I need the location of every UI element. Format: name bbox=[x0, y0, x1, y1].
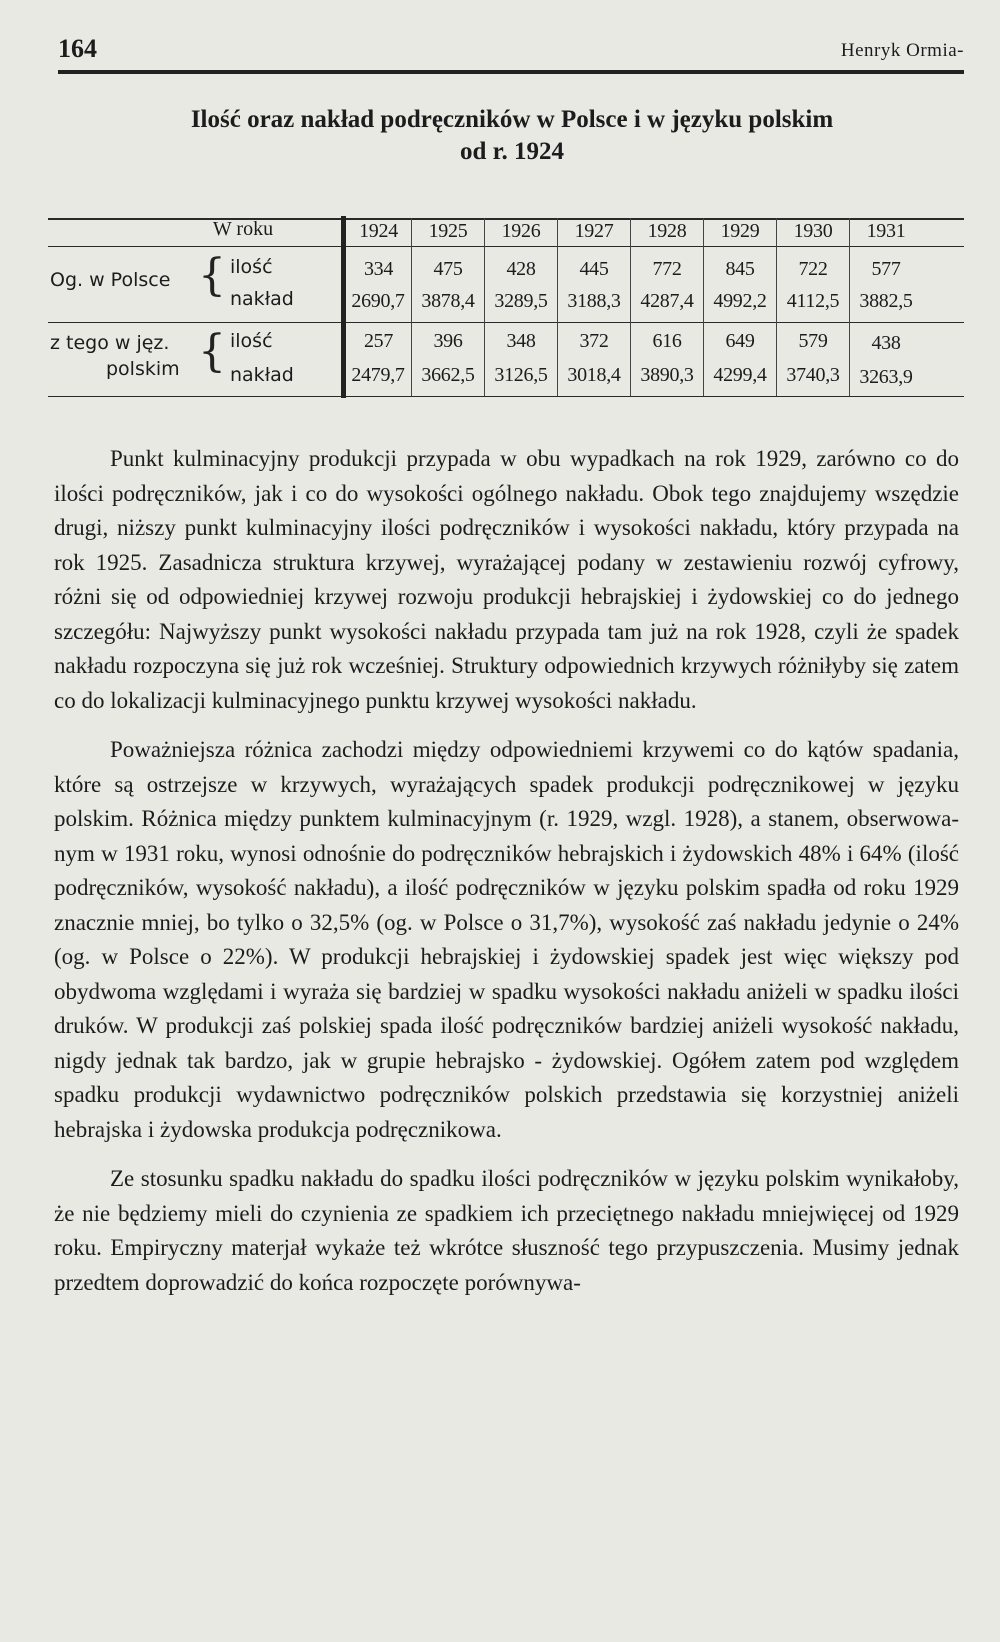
og-run-1926: 3289,5 bbox=[494, 290, 548, 312]
year-1925: 1925 bbox=[428, 220, 468, 242]
pl-count-1930: 579 bbox=[798, 330, 828, 352]
group-label-polish-line-2: polskim bbox=[106, 358, 180, 380]
running-header bbox=[58, 30, 964, 72]
og-count-1929: 845 bbox=[725, 258, 755, 280]
pl-run-1927: 3018,4 bbox=[567, 364, 621, 386]
og-run-1928: 4287,4 bbox=[640, 290, 694, 312]
table-bottom-rule bbox=[48, 396, 964, 397]
paragraph-3: Ze stosunku spadku nakładu do spadku ilości podręczników w języku polskim wynikałoby, że nie będziemy mieli do czynienia ze spadkiem ich przeciętnego nakładu mniejwięcej od 1929 roku. Empiryczny materjał wykaże też wkrótce słuszność tego przypuszczenia. Musimy jednak przedtem doprowadzić do końca rozpoczęte porównywa- bbox=[54, 1166, 959, 1295]
pl-count-1929: 649 bbox=[725, 330, 755, 352]
body-text bbox=[54, 442, 959, 1315]
year-1924: 1924 bbox=[359, 220, 398, 242]
running-head-author: Henryk Ormia- bbox=[840, 40, 964, 61]
header-rule bbox=[58, 70, 964, 74]
pl-count-1924: 257 bbox=[363, 330, 394, 352]
og-count-1924: 334 bbox=[363, 258, 394, 280]
table-title bbox=[60, 104, 964, 168]
pl-run-1928: 3890,3 bbox=[640, 364, 694, 386]
year-1926: 1926 bbox=[501, 220, 541, 242]
pl-count-1927: 372 bbox=[579, 330, 609, 352]
pl-run-1930: 3740,3 bbox=[786, 364, 840, 386]
group-brace: { bbox=[198, 250, 226, 301]
pl-run-1925: 3662,5 bbox=[421, 364, 475, 386]
og-count-1926: 428 bbox=[506, 258, 536, 280]
group-brace: { bbox=[198, 326, 226, 377]
paragraph-1: Punkt kulminacyjny produkcji przypada w obu wypadkach na rok 1929, zarówno co do ilości podręczników, jak i co do wysokości ogólnego nakładu. Obok tego znajdujemy wszędzie drugi, niższy punkt kulminacyjny ilości podręczników i wysokości nakładu, który przypada na rok 1925. Zasadnicza struktura krzywej, wyrażającej podany w zestawieniu rozwój cyfrowy, różni się od odpowiedniej krzywej rozwoju produkcji hebrajskiej i żydowskiej co do jednego szczegółu: Najwyższy punkt wysokości nakładu przypada tam już na rok 1928, czyli że spadek nakładu rozpoczyna się już rok wcześniej. Struktury odpowiednich krzywych różniłyby się zatem co do lokalizacji kulminacyjnego punktu krzywej wysokości nakładu. bbox=[54, 446, 959, 713]
og-count-1928: 772 bbox=[652, 258, 682, 280]
og-count-1925: 475 bbox=[433, 258, 463, 280]
group-label-total-poland: Og. w Polsce bbox=[50, 269, 171, 291]
pl-run-1924: 2479,7 bbox=[351, 364, 405, 386]
pl-count-1931: 438 bbox=[871, 332, 901, 354]
year-1931: 1931 bbox=[866, 220, 906, 242]
row-label-count: ilość bbox=[230, 330, 273, 352]
og-count-1931: 577 bbox=[871, 258, 901, 280]
pl-run-1926: 3126,5 bbox=[494, 364, 548, 386]
table-header-rule bbox=[48, 246, 964, 247]
og-run-1925: 3878,4 bbox=[421, 290, 475, 312]
year-1927: 1927 bbox=[574, 220, 614, 242]
og-run-1929: 4992,2 bbox=[713, 290, 767, 312]
page-number: 164 bbox=[58, 34, 97, 63]
pl-count-1925: 396 bbox=[433, 330, 463, 352]
pl-count-1928: 616 bbox=[652, 330, 682, 352]
year-1929: 1929 bbox=[720, 220, 760, 242]
year-1930: 1930 bbox=[793, 220, 833, 242]
pl-run-1929: 4299,4 bbox=[713, 364, 767, 386]
row-label-count: ilość bbox=[230, 256, 273, 278]
og-count-1930: 722 bbox=[798, 258, 828, 280]
og-run-1927: 3188,3 bbox=[567, 290, 621, 312]
row-label-run: nakład bbox=[230, 364, 294, 386]
paragraph-2: Poważniejsza różnica zachodzi między odpowiedniemi krzywemi co do kątów spadania, które są ostrzejsze w krzywych, wyrażających spadek produkcji podręcznikowej w języku polskim. Różnica między punktem kulminacyjnym (r. 1929, wzgl. 1928), a stanem, obserwowanym w 1931 roku, wynosi odnośnie do podręczników hebrajskich i żydowskich 48% i 64% (ilość podręczników, wysokość nakładu), a ilość podręczników w języku polskim spadła od roku 1929 znacznie mniej, bo tylko o 32,5% (og. w Polsce o 31,7%), wysokość zaś nakładu jedynie o 24% (og. w Polsce o 22%). W produkcji hebrajskiej i żydowskiej spadek jest więc większy pod obydwoma względami i wyraża się bardziej w spadku wysokości nakładu aniżeli w spadku ilości druków. W produkcji zaś polskiej spada ilość podręczników bardziej aniżeli wysokość nakładu, nigdy jednak tak bardzo, jak w grupie hebrajsko - żydowskiej. Ogółem zatem pod względem spadku produkcji wydawnictwo podręczników polskich przedstawia się korzystniej aniżeli hebrajska i żydowska produkcja podręcznikowa. bbox=[54, 737, 959, 1142]
og-run-1924: 2690,7 bbox=[351, 290, 405, 312]
table-group-rule bbox=[48, 322, 964, 323]
table-title-line-1: Ilość oraz nakład podręczników w Polsce i w języku polskim bbox=[190, 106, 834, 133]
year-header-label: W roku bbox=[212, 218, 274, 240]
og-run-1930: 4112,5 bbox=[786, 290, 840, 312]
og-run-1931: 3882,5 bbox=[859, 290, 913, 312]
pl-count-1926: 348 bbox=[506, 330, 536, 352]
og-count-1927: 445 bbox=[579, 258, 609, 280]
year-1928: 1928 bbox=[647, 220, 687, 242]
row-label-run: nakład bbox=[230, 288, 294, 310]
group-label-polish-line-1: z tego w jęz. bbox=[50, 332, 170, 354]
pl-run-1931: 3263,9 bbox=[859, 366, 913, 388]
table-title-line-2: od r. 1924 bbox=[460, 138, 564, 165]
